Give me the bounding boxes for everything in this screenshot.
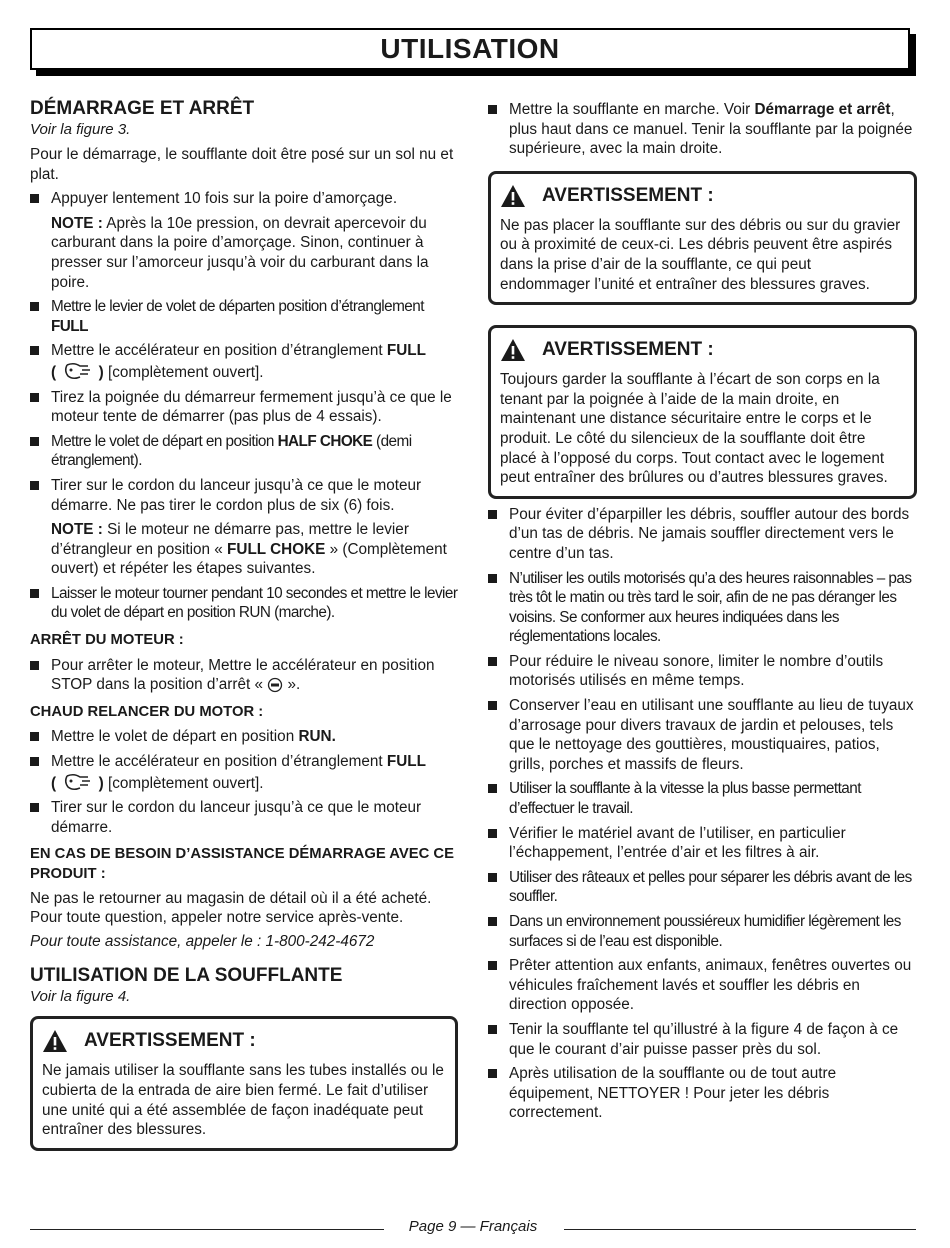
- warning-box: [488, 325, 917, 499]
- warning-box: [488, 171, 917, 305]
- bullet-square: [488, 510, 497, 519]
- choke-lever-icon: [60, 361, 94, 381]
- step-bold: FULL: [386, 753, 426, 771]
- figure-4-ref: Voir la figure 4.: [30, 988, 131, 1006]
- bullet-square: [488, 657, 497, 666]
- list-item: [488, 100, 917, 159]
- step-bold: FULL: [386, 342, 426, 360]
- tip-text: Utiliser la soufflante à la vitesse la plus basse permettant d’effectuer le travail.: [509, 780, 861, 818]
- page-number: Page 9 — Français: [397, 1218, 549, 1235]
- note-primer: [30, 214, 458, 292]
- engine-stop-list: [30, 656, 458, 695]
- warning-title: AVERTISSEMENT :: [84, 1030, 256, 1052]
- operation-list-top: [488, 100, 917, 159]
- list-item: [30, 798, 458, 837]
- bullet-square: [30, 302, 39, 311]
- bullet-square: [30, 803, 39, 812]
- title-banner: [30, 28, 916, 76]
- bullet-square: [488, 784, 497, 793]
- bullet-square: [30, 437, 39, 446]
- warning-header: [500, 338, 905, 362]
- tip-text: Vérifier le matériel avant de l’utiliser, en particulier l’échappement, l’entrée d’air et les filtres à air.: [509, 824, 846, 862]
- tip-text: Dans un environnement poussiéreux humidifier légèrement les surfaces si de l’eau est disponible.: [509, 913, 901, 950]
- list-item: [488, 956, 917, 1015]
- list-item: [488, 868, 917, 907]
- paren: ): [98, 363, 104, 381]
- note-choke: [30, 520, 458, 579]
- bullet-square: [488, 829, 497, 838]
- warning-box: [30, 1016, 458, 1150]
- warning-header: [42, 1029, 446, 1053]
- step-text: Tirer sur le cordon du lanceur jusqu’à ce que le moteur démarre.: [51, 799, 422, 836]
- note-text: » (Complètement ouvert) et répéter les étapes suivantes.: [51, 540, 447, 578]
- step-text: Mettre le accélérateur en position d’étranglement: [51, 753, 387, 771]
- step-text: Mettre le volet de départ en position: [51, 728, 299, 746]
- list-item: [30, 341, 458, 382]
- bullet-square: [30, 589, 39, 598]
- bullet-square: [488, 701, 497, 710]
- bullet-square: [488, 105, 497, 114]
- step-bold: Démarrage et arrêt: [754, 101, 891, 118]
- step-bold: RUN.: [298, 728, 336, 746]
- step-text: Mettre la soufflante en marche. Voir: [509, 101, 755, 118]
- list-item: [30, 476, 458, 515]
- step-text: Laisser le moteur tourner pendant 10 secondes et mettre le levier du volet de départ en position RUN (marche).: [51, 584, 458, 622]
- tip-text: Pour réduire le niveau sonore, limiter le nombre d’outils motorisés utilisés en même temps.: [509, 652, 884, 690]
- step-text: Pour arrêter le moteur, Mettre le accélérateur en position STOP dans la position d’arrêt «: [51, 656, 435, 694]
- blower-use-heading: UTILISATION DE LA SOUFFLANTE: [30, 965, 343, 987]
- list-item: [30, 584, 458, 623]
- step-text: Appuyer lentement 10 fois sur la poire d’amorçage.: [51, 190, 398, 208]
- step-bold: HALF CHOKE: [277, 432, 373, 450]
- bullet-square: [30, 661, 39, 670]
- list-item: [488, 779, 917, 818]
- tip-text: Pour éviter d’éparpiller les débris, souffler autour des bords d’un tas de débris. Ne jamais souffler directement vers le centre d’un tas.: [509, 505, 910, 562]
- note-text: Si le moteur ne démarre pas, mettre le levier d’étrangleur en position «: [51, 521, 409, 558]
- bullet-square: [488, 1069, 497, 1078]
- warning-title: AVERTISSEMENT :: [542, 184, 714, 206]
- list-item: [488, 1064, 917, 1123]
- start-steps-list: [30, 189, 458, 209]
- bullet-square: [30, 732, 39, 741]
- warning-title: AVERTISSEMENT :: [542, 339, 714, 361]
- list-item: [30, 727, 458, 747]
- assistance-heading: EN CAS DE BESOIN D’ASSISTANCE DÉMARRAGE AVEC CE PRODUIT :: [30, 846, 454, 882]
- step-bold: FULL: [51, 317, 88, 335]
- step-text: Mettre le accélérateur en position d’étranglement: [51, 342, 387, 360]
- figure-3-ref: Voir la figure 3.: [30, 121, 131, 138]
- step-text: Mettre le volet de départ en position: [51, 432, 278, 450]
- note-label: NOTE :: [51, 214, 103, 232]
- list-item: [488, 652, 917, 691]
- warm-restart-heading: CHAUD RELANCER DU MOTOR :: [30, 703, 264, 720]
- bullet-square: [30, 481, 39, 490]
- step-text: Mettre le levier de volet de départen position d’étranglement: [51, 298, 424, 316]
- step-text: , plus haut dans ce manuel. Tenir la soufflante par la poignée supérieure, avec la main droite.: [509, 101, 913, 158]
- bullet-square: [30, 757, 39, 766]
- engine-stop-heading: ARRÊT DU MOTEUR :: [30, 632, 184, 649]
- footer-text-wrap: [30, 1218, 916, 1235]
- bullet-square: [488, 917, 497, 926]
- assistance-text: Ne pas le retourner au magasin de détail où il a été acheté. Pour toute question, appeler notre service après-vente.: [30, 889, 432, 927]
- bullet-square: [30, 194, 39, 203]
- step-text: (demi étranglement).: [51, 432, 412, 470]
- step-text: [complètement ouvert].: [103, 774, 264, 792]
- step-text: [complètement ouvert].: [103, 363, 264, 381]
- page-footer: [30, 1218, 916, 1240]
- bullet-square: [488, 873, 497, 882]
- note-label: NOTE :: [51, 521, 103, 539]
- note-text: Après la 10e pression, on devrait apercevoir du carburant dans la poire d’amorçage. Sinon, continuer à presser sur l’amorceur jusqu’à voir du carburant dans la poire.: [51, 214, 429, 291]
- bullet-square: [488, 961, 497, 970]
- list-item: [30, 432, 458, 471]
- paren: (: [51, 363, 57, 381]
- tip-text: Prêter attention aux enfants, animaux, fenêtres ouvertes ou véhicules fraîchement lavés et souffler les débris en direction opposée.: [509, 957, 912, 1014]
- stop-symbol-icon: [267, 677, 283, 693]
- list-item: [30, 297, 458, 336]
- note-bold: FULL CHOKE: [227, 540, 326, 558]
- warning-triangle-icon: [42, 1029, 68, 1053]
- list-item: [488, 1020, 917, 1059]
- tip-text: Tenir la soufflante tel qu’illustré à la figure 4 de façon à ce que le courant d’air puisse passer près du sol.: [509, 1020, 899, 1058]
- start-stop-heading: DÉMARRAGE ET ARRÊT: [30, 98, 255, 119]
- tip-text: Après utilisation de la soufflante ou de tout autre équipement, NETTOYER ! Pour jeter les débris correctement.: [509, 1065, 837, 1122]
- bullet-square: [30, 393, 39, 402]
- warning-header: [500, 184, 905, 208]
- tip-text: Conserver l’eau en utilisant une soufflante au lieu de tuyaux d’arrosage pour divers travaux de jardin et pelouses, tels que le nettoyage des gouttières, moustiquaires, patios, grills, porches et massifs de fleurs.: [509, 697, 914, 773]
- operation-tips-list: [488, 505, 917, 1123]
- start-intro: Pour le démarrage, le soufflante doit être posé sur un sol nu et plat.: [30, 146, 454, 183]
- choke-lever-icon: [60, 772, 94, 792]
- start-steps-list-3: [30, 584, 458, 623]
- list-item: [30, 656, 458, 695]
- list-item: [30, 388, 458, 427]
- list-item: [30, 752, 458, 793]
- bullet-square: [488, 1025, 497, 1034]
- list-item: [488, 505, 917, 564]
- paren: (: [51, 774, 57, 792]
- assistance-phone: Pour toute assistance, appeler le : 1-800-242-4672: [30, 932, 375, 950]
- step-text: Tirer sur le cordon du lanceur jusqu’à ce que le moteur démarre. Ne pas tirer le cordon plus de six (6) fois.: [51, 476, 422, 514]
- list-item: [488, 912, 917, 951]
- step-text: ».: [283, 676, 301, 694]
- warning-text: Toujours garder la soufflante à l’écart de son corps en la tenant par la poignée à l’aide de la main droite, en maintenant une distance sécuritaire entre le corps et le produit. Le côté du silencieux de la soufflante doit être placé à l’opposé du corps. Tout contact avec le logement peut entraîner des brûlures ou d’autres blessures graves.: [500, 371, 888, 487]
- right-column: [488, 100, 917, 1123]
- tip-text: N’utiliser les outils motorisés qu’a des heures raisonnables – pas très tôt le matin ou très tard le soir, afin de ne pas déranger les voisins. Se conformer aux heures indiquées dans les réglementations locales.: [509, 569, 912, 646]
- bullet-square: [488, 574, 497, 583]
- warning-text: Ne pas placer la soufflante sur des débris ou sur du gravier ou à proximité de ceux-ci. Les débris peuvent être aspirés dans la prise d’air de la soufflante, ce qui peut endommager l’unité et entraîner des blessures graves.: [500, 216, 901, 293]
- list-item: [30, 189, 458, 209]
- warm-restart-list: [30, 727, 458, 837]
- warning-triangle-icon: [500, 338, 526, 362]
- list-item: [488, 569, 917, 647]
- step-text: Tirez la poignée du démarreur fermement jusqu’à ce que le moteur tente de démarrer (pas plus de 4 essais).: [51, 388, 452, 426]
- list-item: [488, 696, 917, 774]
- warning-triangle-icon: [500, 184, 526, 208]
- warning-text: Ne jamais utiliser la soufflante sans les tubes installés ou le cubierta de la entrada de aire bien fermé. Le fait d’utiliser une unité qui a été assemblée de façon inadéquate peut entraîner des blessures.: [42, 1062, 444, 1139]
- start-steps-list-2: [30, 297, 458, 515]
- list-item: [488, 824, 917, 863]
- bullet-square: [30, 346, 39, 355]
- paren: ): [98, 774, 104, 792]
- tip-text: Utiliser des râteaux et pelles pour séparer les débris avant de les souffler.: [509, 868, 912, 906]
- left-column: [30, 98, 458, 1151]
- page-title: UTILISATION: [380, 33, 560, 64]
- title-box: [30, 28, 910, 70]
